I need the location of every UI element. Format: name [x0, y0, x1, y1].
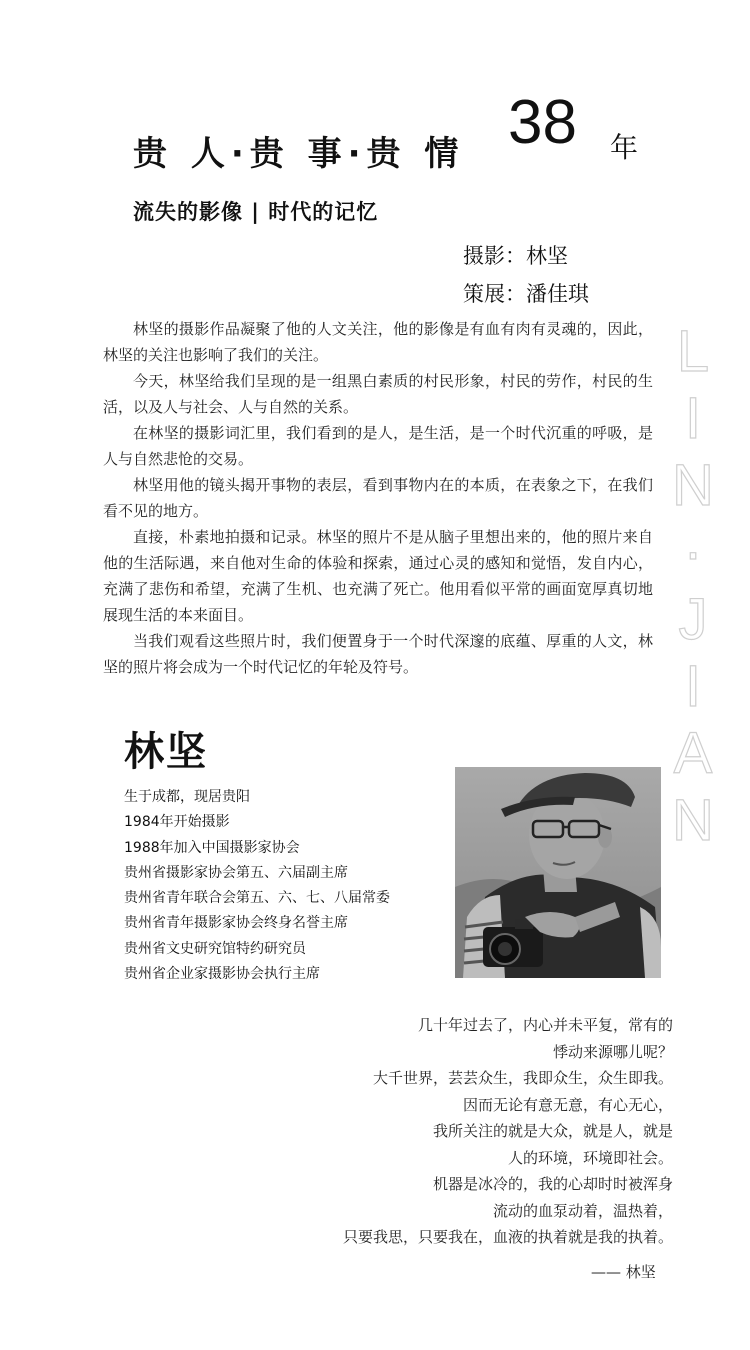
essay-paragraph: 今天，林坚给我们呈现的是一组黑白素质的村民形象，村民的劳作，村民的生活，以及人与社会、人与自然的关系。	[103, 372, 653, 416]
poem-line: 大千世界，芸芸众生，我即众生，众生即我。	[372, 1069, 673, 1087]
poem-line: 只要我思，只要我在，血液的执着就是我的执着。	[342, 1228, 673, 1246]
credit-curator: 策展：潘佳琪	[463, 282, 589, 306]
vertical-letter: ·	[683, 520, 703, 585]
anniversary-number: 38	[508, 88, 577, 157]
bio-item: 贵州省企业家摄影协会执行主席	[124, 966, 320, 983]
poem-line: 机器是冰冷的，我的心却时时被浑身	[432, 1175, 673, 1193]
vertical-letter: A	[673, 721, 713, 786]
poem-line: 流动的血泵动着，温热着，	[492, 1201, 673, 1220]
vertical-letter: I	[684, 654, 702, 719]
bio-item: 贵州省青年摄影家协会终身名誉主席	[124, 915, 348, 932]
photographer-name: 林坚	[124, 729, 208, 775]
bio-list	[124, 785, 390, 987]
bio-item: 1988年加入中国摄影家协会	[124, 839, 300, 856]
portrait-photo	[455, 767, 661, 978]
poem-line: 我所关注的就是大众，就是人，就是	[432, 1122, 673, 1140]
essay-paragraph: 林坚的摄影作品凝聚了他的人文关注，他的影像是有血有肉有灵魂的，因此，林坚的关注也影响了我们的关注。	[103, 320, 653, 364]
page-title: 贵 人·贵 事·贵 情	[133, 134, 465, 174]
subtitle: 流失的影像 | 时代的记忆	[133, 200, 379, 224]
poem-line: 悸动来源哪儿呢？	[552, 1042, 673, 1061]
anniversary-unit: 年	[610, 131, 639, 164]
vertical-letter: J	[678, 587, 708, 652]
essay-paragraph: 在林坚的摄影词汇里，我们看到的是人，是生活，是一个时代沉重的呼吸，是人与自然悲怆的交易。	[103, 424, 653, 468]
vertical-name-decoration	[662, 318, 724, 854]
bio-item: 贵州省摄影家协会第五、六届副主席	[124, 864, 348, 881]
poem	[343, 1012, 673, 1251]
vertical-letter: N	[672, 788, 714, 853]
vertical-letter: N	[672, 453, 714, 518]
essay-paragraph: 当我们观看这些照片时，我们便置身于一个时代深邃的底蕴、厚重的人文，林坚的照片将会成为一个时代记忆的年轮及符号。	[103, 632, 653, 676]
poem-line: 几十年过去了，内心并未平复，常有的	[417, 1016, 673, 1034]
essay	[103, 316, 653, 680]
poem-signature: —— 林坚	[591, 1263, 656, 1281]
bio-item: 贵州省文史研究馆特约研究员	[124, 940, 306, 957]
poem-line: 人的环境，环境即社会。	[507, 1148, 673, 1167]
essay-paragraph: 直接，朴素地拍摄和记录。林坚的照片不是从脑子里想出来的，他的照片来自他的生活际遇，来自他对生命的体验和探索，通过心灵的感知和觉悟，发自内心，充满了悲伤和希望，充满了生机、也充满了死亡。他用看似平常的画面宽厚真切地展现生活的本来面目。	[103, 528, 653, 624]
bio-item: 生于成都，现居贵阳	[124, 789, 250, 805]
poem-line: 因而无论有意无意，有心无心，	[462, 1095, 673, 1114]
credit-photography: 摄影：林坚	[463, 244, 568, 268]
bio-item: 1984年开始摄影	[124, 814, 230, 831]
vertical-letter: L	[676, 319, 710, 384]
essay-paragraph: 林坚用他的镜头揭开事物的表层，看到事物内在的本质，在表象之下，在我们看不见的地方。	[103, 476, 653, 520]
bio-item: 贵州省青年联合会第五、六、七、八届常委	[124, 890, 390, 907]
vertical-letter: I	[684, 386, 702, 451]
